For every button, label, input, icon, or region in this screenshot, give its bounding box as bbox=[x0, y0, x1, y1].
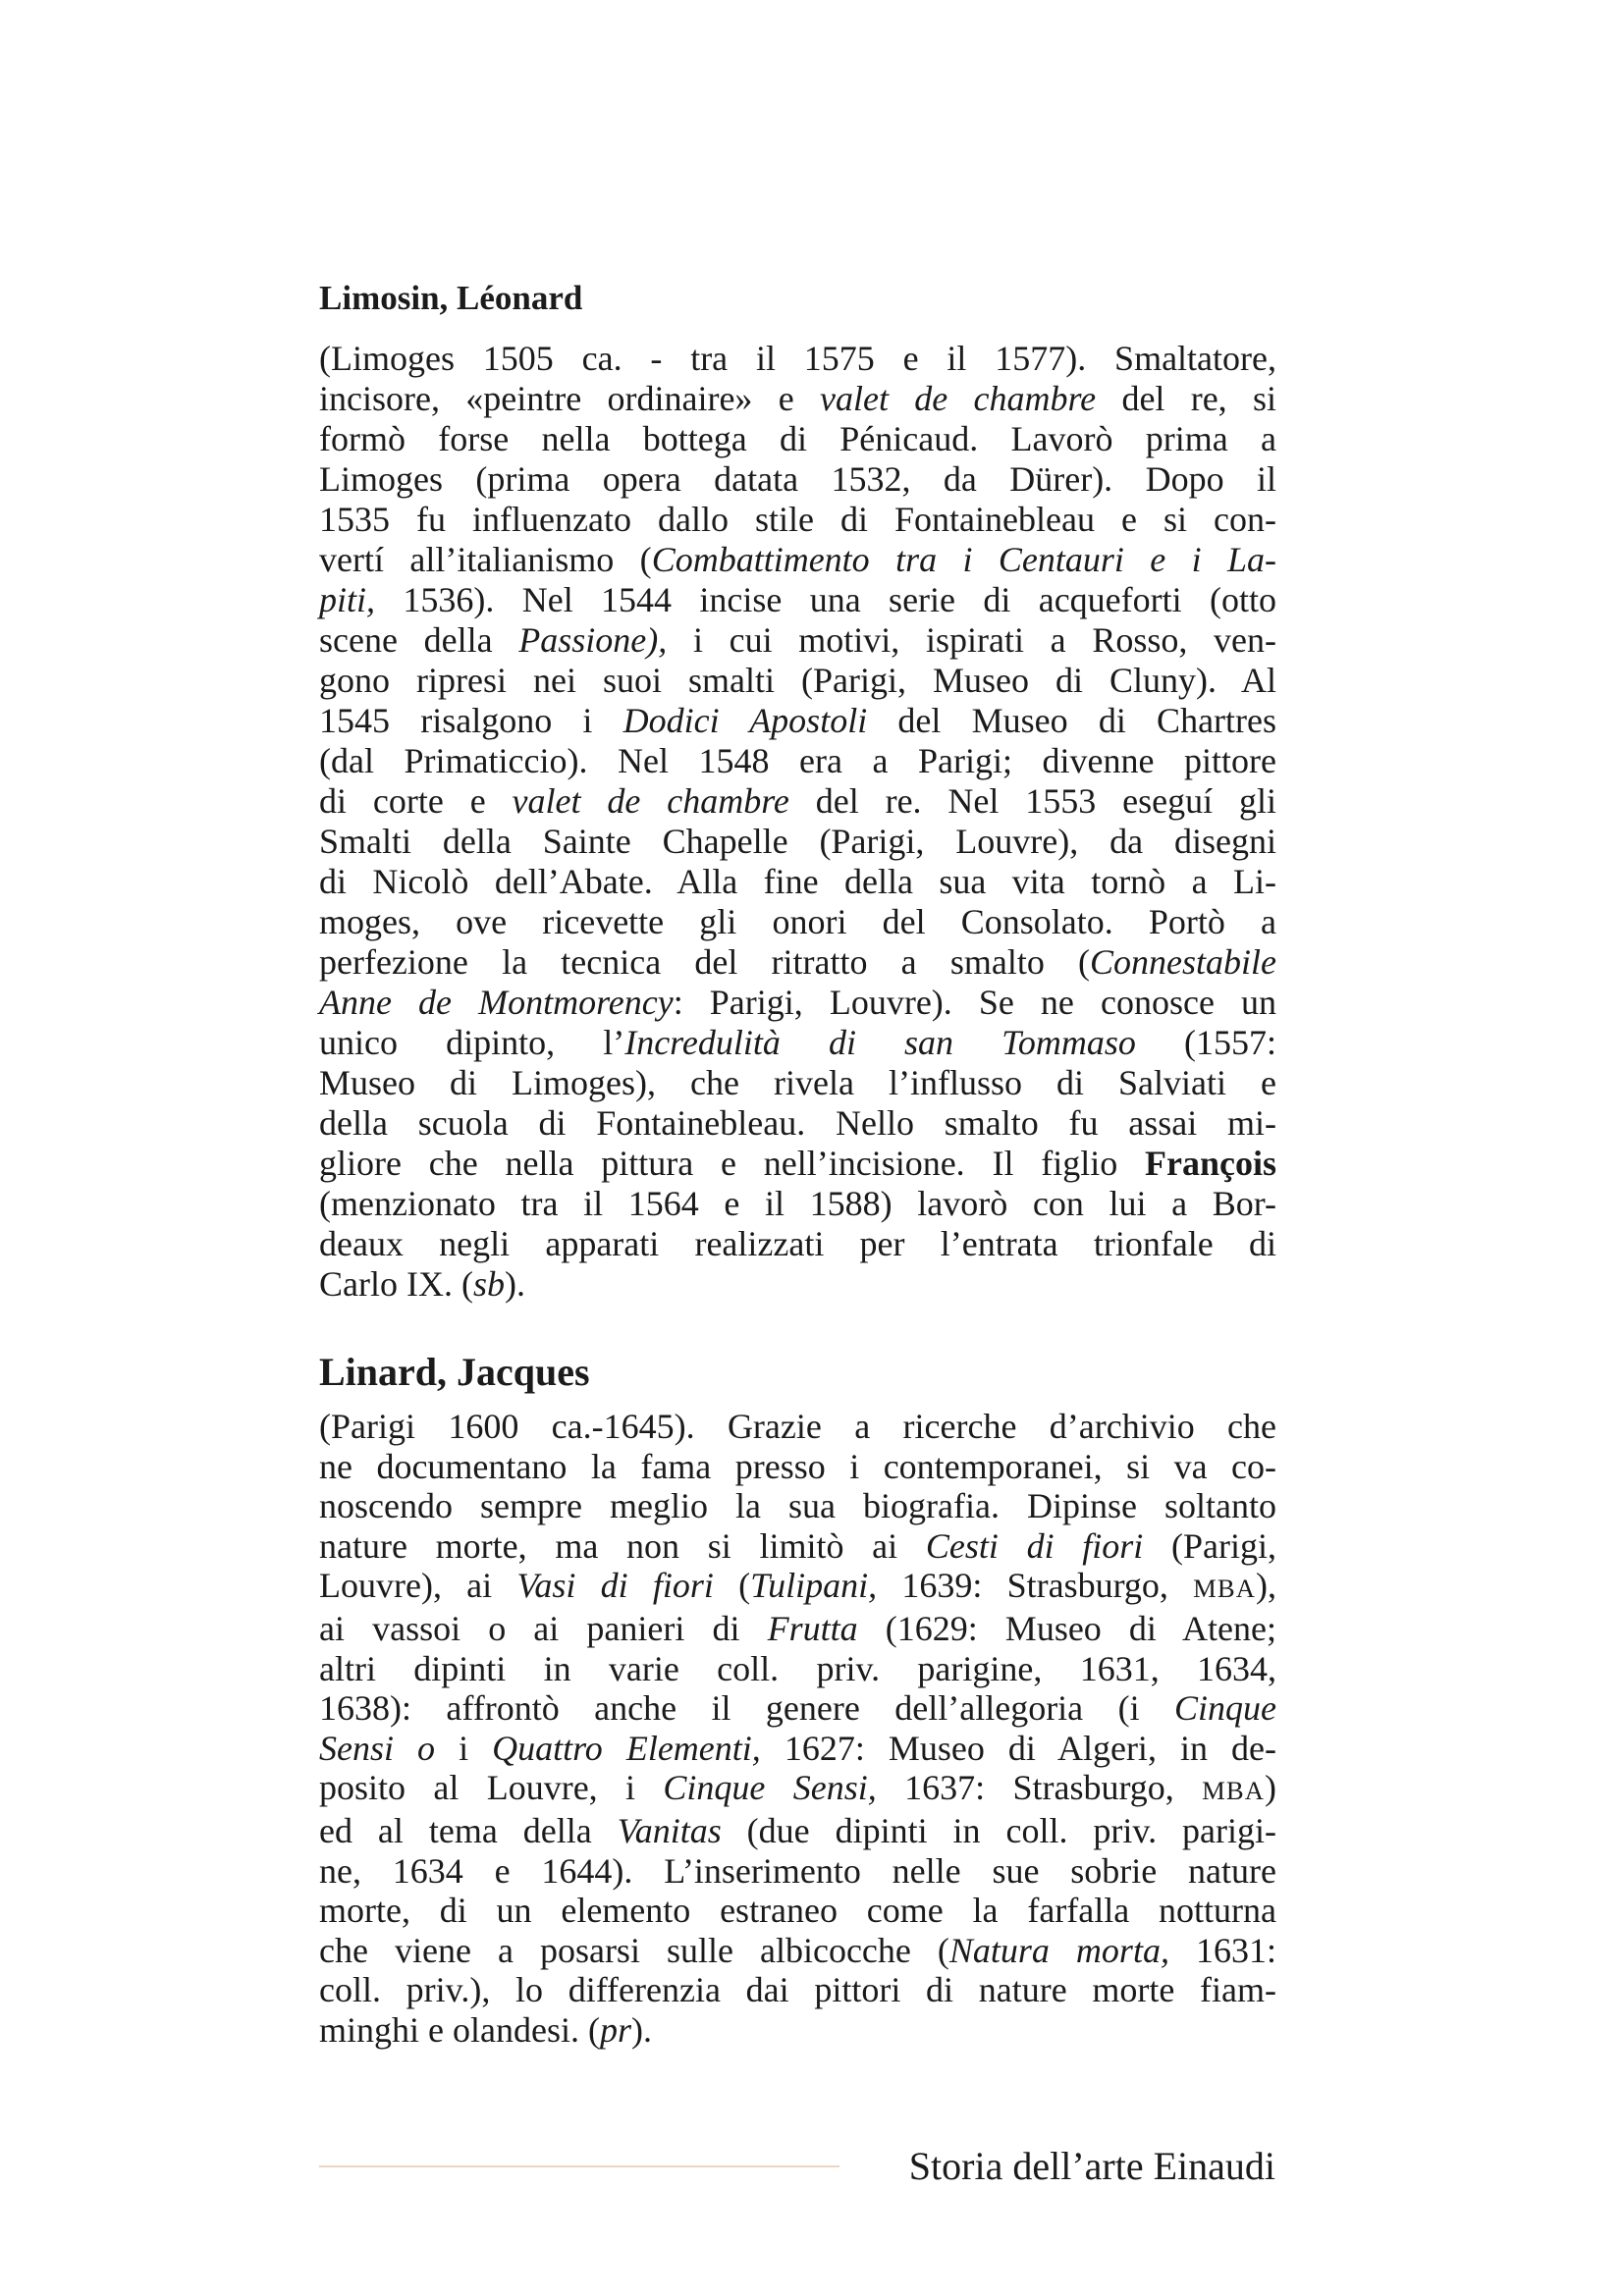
text-segment: noscendo sempre meglio la sua biografia. Dipinse soltanto bbox=[319, 1486, 1276, 1526]
text-segment: (dal Primaticcio). Nel 1548 era a Parigi; divenne pittore bbox=[319, 741, 1276, 780]
text-line bbox=[319, 419, 1276, 459]
text-segment: 1627: Museo di Algeri, in de- bbox=[760, 1728, 1276, 1768]
text-line bbox=[319, 942, 1276, 983]
italic-text-segment: Passione), bbox=[518, 620, 668, 660]
italic-text-segment: Vanitas bbox=[617, 1810, 722, 1850]
text-line bbox=[319, 540, 1276, 580]
text-segment: unico dipinto, l’ bbox=[319, 1023, 625, 1062]
text-line bbox=[319, 1407, 1276, 1447]
italic-text-segment: sb bbox=[472, 1264, 505, 1304]
text-segment: del re. Nel 1553 eseguí gli bbox=[788, 781, 1276, 821]
text-segment: ne, 1634 e 1644). L’inserimento nelle sue sobrie nature bbox=[319, 1850, 1276, 1891]
text-segment: ai vassoi o ai panieri di bbox=[319, 1608, 768, 1648]
small-caps-abbreviation: MBA bbox=[1202, 1776, 1266, 1806]
text-segment: posito al Louvre, i bbox=[319, 1768, 664, 1808]
text-segment: 1631: bbox=[1168, 1930, 1276, 1970]
text-segment: della scuola di Fontainebleau. Nello smalto fu assai mi- bbox=[319, 1103, 1276, 1143]
italic-text-segment: Frutta bbox=[767, 1608, 858, 1648]
text-segment: ed al tema della bbox=[319, 1810, 618, 1850]
italic-text-segment: Connestabile bbox=[1090, 942, 1276, 982]
entry-body-linard bbox=[319, 1407, 1276, 2051]
text-segment: altri dipinti in varie coll. priv. parigine, 1631, 1634, bbox=[319, 1648, 1276, 1688]
text-line bbox=[319, 1566, 1276, 1609]
entry-body-limosin bbox=[319, 339, 1276, 1305]
text-line bbox=[319, 1688, 1276, 1729]
text-segment: ) bbox=[1265, 1768, 1277, 1808]
text-line bbox=[319, 620, 1276, 661]
bold-text-segment: François bbox=[1145, 1144, 1276, 1183]
text-line bbox=[319, 1729, 1276, 1769]
text-segment: i cui motivi, ispirati a Rosso, ven- bbox=[667, 620, 1277, 660]
footer-rule bbox=[319, 2165, 839, 2167]
text-segment: ). bbox=[630, 2009, 652, 2050]
text-line bbox=[319, 1970, 1276, 2010]
text-segment: incisore, «peintre ordinaire» e bbox=[319, 379, 820, 418]
italic-text-segment: Tulipani, bbox=[750, 1566, 878, 1606]
text-segment: coll. priv.), lo differenzia dai pittori di nature morte fiam- bbox=[319, 1970, 1276, 2010]
text-segment: vertí all’italianismo ( bbox=[319, 540, 652, 579]
text-segment: ( bbox=[713, 1566, 751, 1606]
text-segment: Carlo IX. ( bbox=[319, 1264, 473, 1304]
text-line bbox=[319, 1649, 1276, 1689]
text-segment: 1535 fu influenzato dallo stile di Fontainebleau e si con- bbox=[319, 500, 1276, 539]
text-line bbox=[319, 580, 1276, 620]
text-segment: Louvre), ai bbox=[319, 1566, 517, 1606]
entry-heading-linard: Linard, Jacques bbox=[319, 1350, 590, 1394]
text-segment: di Nicolò dell’Abate. Alla fine della sua vita tornò a Li- bbox=[319, 862, 1276, 901]
entry-heading-limosin: Limosin, Léonard bbox=[319, 279, 583, 317]
footer-series-title: Storia dell’arte Einaudi bbox=[908, 2144, 1275, 2188]
text-line bbox=[319, 1184, 1276, 1224]
text-segment: perfezione la tecnica del ritratto a smalto ( bbox=[319, 942, 1091, 982]
text-line bbox=[319, 1768, 1276, 1811]
text-line bbox=[319, 983, 1276, 1023]
text-segment: formò forse nella bottega di Pénicaud. Lavorò prima a bbox=[319, 419, 1276, 458]
text-segment: deaux negli apparati realizzati per l’entrata trionfale di bbox=[319, 1224, 1276, 1263]
text-line bbox=[319, 1447, 1276, 1487]
text-line bbox=[319, 1224, 1276, 1264]
text-segment: Limoges (prima opera datata 1532, da Dürer). Dopo il bbox=[319, 459, 1276, 499]
italic-text-segment: Cinque Sensi, bbox=[663, 1768, 877, 1808]
italic-text-segment: Natura morta, bbox=[948, 1930, 1169, 1970]
text-line bbox=[319, 459, 1276, 500]
text-line bbox=[319, 701, 1276, 741]
text-segment: nature morte, ma non si limitò ai bbox=[319, 1525, 926, 1566]
text-line bbox=[319, 1609, 1276, 1649]
text-line bbox=[319, 1063, 1276, 1103]
text-segment: (Parigi, bbox=[1143, 1525, 1276, 1566]
text-segment: (Parigi 1600 ca.-1645). Grazie a ricerche d’archivio che bbox=[319, 1407, 1276, 1446]
text-segment: gono ripresi nei suoi smalti (Parigi, Museo di Cluny). Al bbox=[319, 661, 1276, 700]
text-segment: del re, si bbox=[1096, 379, 1276, 418]
text-line bbox=[319, 379, 1276, 419]
text-segment: scene della bbox=[319, 620, 519, 660]
text-segment: : Parigi, Louvre). Se ne conosce un bbox=[673, 983, 1276, 1022]
italic-text-segment: valet de chambre bbox=[820, 379, 1097, 418]
text-segment: 1638): affrontò anche il genere dell’allegoria (i bbox=[319, 1688, 1174, 1729]
italic-text-segment: Dodici Apostoli bbox=[622, 701, 868, 740]
text-segment: del Museo di Chartres bbox=[867, 701, 1277, 740]
italic-text-segment: Vasi di fiori bbox=[516, 1566, 714, 1606]
italic-text-segment: valet de chambre bbox=[512, 781, 789, 821]
text-line bbox=[319, 1526, 1276, 1567]
text-line bbox=[319, 661, 1276, 701]
text-line bbox=[319, 1264, 1276, 1305]
italic-text-segment: pr bbox=[599, 2009, 631, 2050]
text-line bbox=[319, 1103, 1276, 1144]
text-line bbox=[319, 500, 1276, 540]
text-line bbox=[319, 2010, 1276, 2051]
italic-text-segment: Cinque bbox=[1174, 1688, 1276, 1729]
text-segment: ne documentano la fama presso i contemporanei, si va co- bbox=[319, 1446, 1276, 1486]
text-segment: morte, di un elemento estraneo come la farfalla notturna bbox=[319, 1891, 1276, 1931]
text-line bbox=[319, 1811, 1276, 1851]
italic-text-segment: Anne de Montmorency bbox=[319, 983, 674, 1022]
italic-text-segment: Incredulità di san Tommaso bbox=[624, 1023, 1136, 1062]
text-line bbox=[319, 1891, 1276, 1931]
text-line bbox=[319, 1851, 1276, 1892]
text-segment: moges, ove ricevette gli onori del Consolato. Portò a bbox=[319, 902, 1276, 941]
text-segment: ), bbox=[1256, 1566, 1276, 1606]
text-segment: 1639: Strasburgo, bbox=[877, 1566, 1194, 1606]
small-caps-abbreviation: MBA bbox=[1193, 1574, 1256, 1604]
text-line bbox=[319, 1023, 1276, 1063]
text-segment: (1557: bbox=[1135, 1023, 1276, 1062]
text-segment: 1545 risalgono i bbox=[319, 701, 623, 740]
italic-text-segment: piti, bbox=[319, 580, 376, 619]
text-segment: (Limoges 1505 ca. - tra il 1575 e il 1577). Smaltatore, bbox=[319, 339, 1276, 378]
text-line bbox=[319, 902, 1276, 942]
text-segment: minghi e olandesi. ( bbox=[319, 2009, 600, 2050]
text-line bbox=[319, 339, 1276, 379]
text-segment: (1629: Museo di Atene; bbox=[857, 1608, 1276, 1648]
text-line bbox=[319, 1144, 1276, 1184]
text-line bbox=[319, 822, 1276, 862]
text-segment: i bbox=[435, 1728, 493, 1768]
text-segment: 1637: Strasburgo, bbox=[876, 1768, 1203, 1808]
text-line bbox=[319, 741, 1276, 781]
text-segment: di corte e bbox=[319, 781, 513, 821]
text-segment: (menzionato tra il 1564 e il 1588) lavorò con lui a Bor- bbox=[319, 1184, 1276, 1223]
italic-text-segment: Sensi o bbox=[319, 1728, 436, 1768]
italic-text-segment: Combattimento tra i Centauri e i La- bbox=[651, 540, 1276, 579]
text-line bbox=[319, 1931, 1276, 1971]
text-segment: Smalti della Sainte Chapelle (Parigi, Louvre), da disegni bbox=[319, 822, 1276, 861]
text-line bbox=[319, 862, 1276, 902]
italic-text-segment: Quattro Elementi, bbox=[492, 1728, 761, 1768]
text-segment: (due dipinti in coll. priv. parigi- bbox=[721, 1810, 1276, 1850]
italic-text-segment: Cesti di fiori bbox=[925, 1525, 1144, 1566]
text-line bbox=[319, 781, 1276, 822]
text-segment: gliore che nella pittura e nell’incisione. Il figlio bbox=[319, 1144, 1146, 1183]
text-segment: 1536). Nel 1544 incise una serie di acqueforti (otto bbox=[375, 580, 1276, 619]
text-line bbox=[319, 1486, 1276, 1526]
text-segment: che viene a posarsi sulle albicocche ( bbox=[319, 1930, 949, 1970]
text-segment: ). bbox=[504, 1264, 525, 1304]
text-segment: Museo di Limoges), che rivela l’influsso di Salviati e bbox=[319, 1063, 1276, 1102]
